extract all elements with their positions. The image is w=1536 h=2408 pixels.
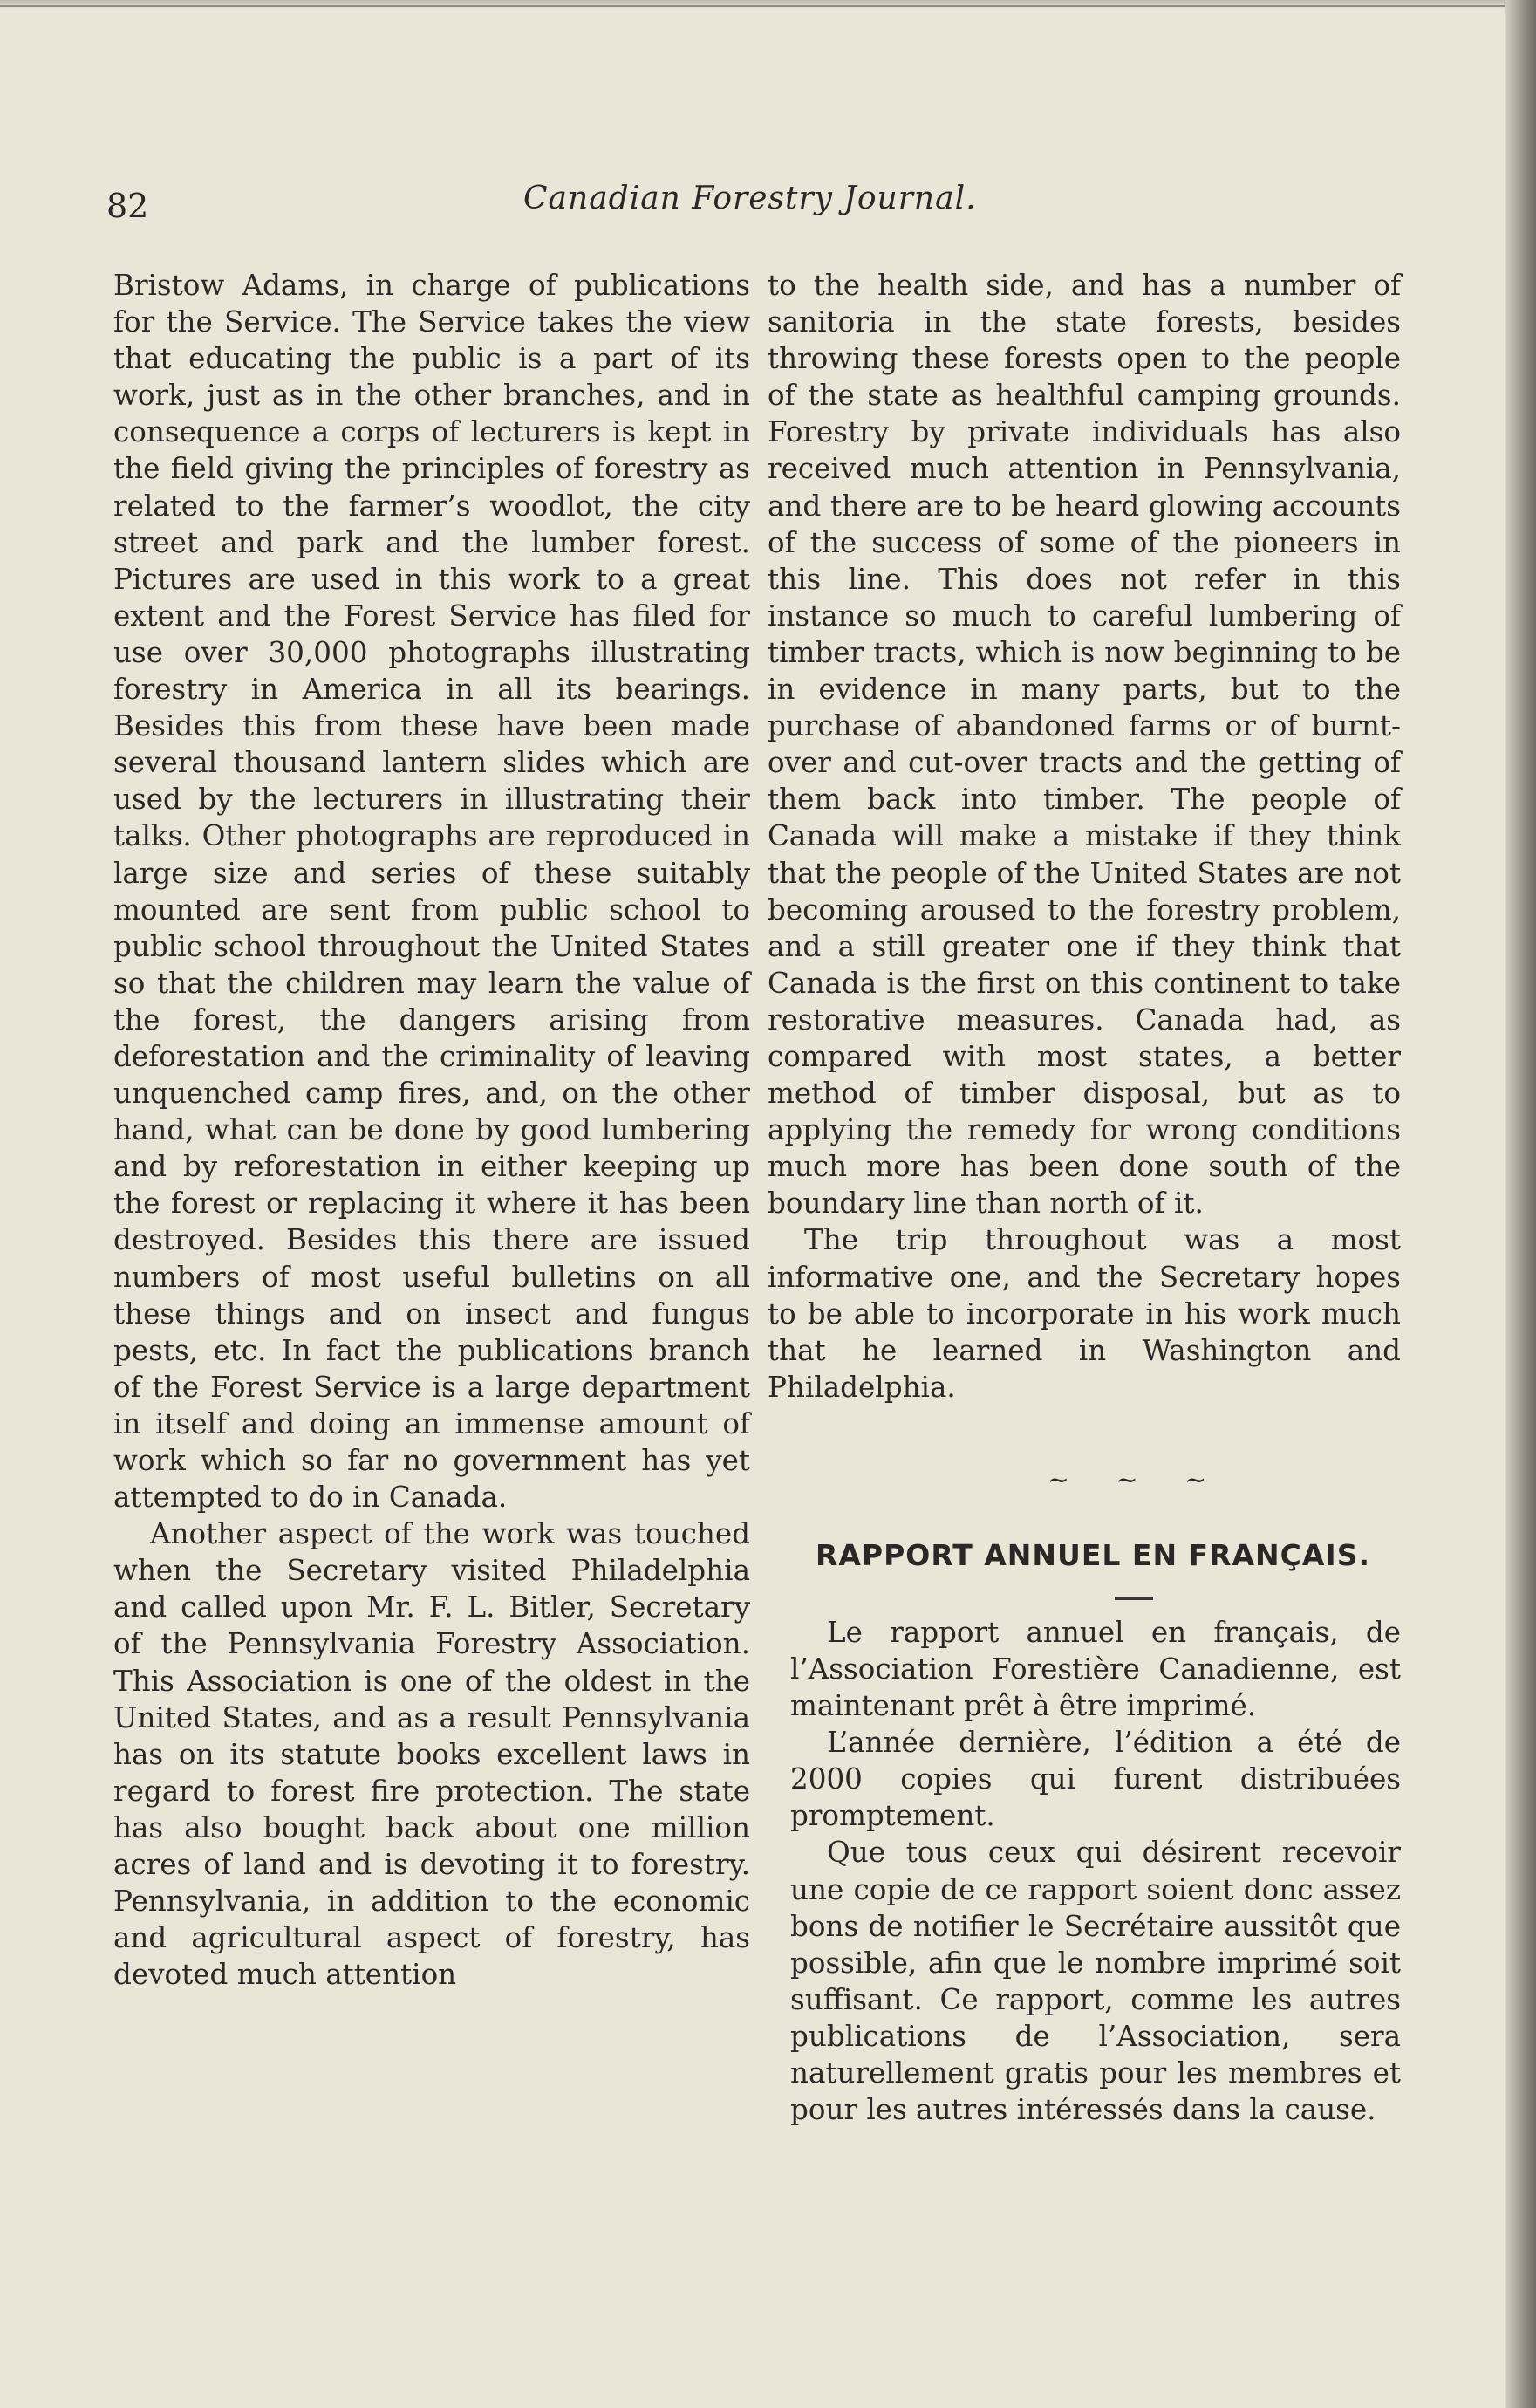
heading-rule xyxy=(1115,1597,1153,1600)
article-paragraph: Another aspect of the work was touched when the Secretary visited Philadelphia and called upon Mr. F. L. Bitler, Secretary of the Pennsylvania Forestry Association. This Association is one of the oldest in the United States, and as a result Pennsylvania has on its statute books excellent laws in regard to forest fire protection. The state has also bought back about one million acres of land and is devoting it to forestry. Pennsylvania, in addition to the economic and agricultural aspect of forestry, has devoted much attention xyxy=(113,1517,750,1992)
article-paragraph: Bristow Adams, in charge of publications for the Service. The Service takes the view that educating the public is a part of its work, just as in the other branches, and in consequence a corps of lecturers is kept in the field giving the principles of forestry as related to the farmer’s woodlot, the city street and park and the lumber forest. Pictures are used in this work to a great extent and the Forest Service has filed for use over 30,000 photographs illustrating forestry in America in all its bearings. Besides this from these have been made several thousand lantern slides which are used by the lecturers in illustrating their talks. Other photographs are reproduced in large size and series of these suitably mounted are sent from public school to public school throughout the United States so that the children may learn the value of the forest, the dangers arising from deforestation and the criminality of leaving unquenched camp fires, and, on the other hand, what can be done by good lumbering and by reforestation in either keeping up the forest or replacing it where it has been destroyed. Besides this there are issued numbers of most useful bulletins on all these things and on insect and fungus pests, etc. In fact the publications branch of the Forest Service is a large department in itself and doing an immense amount of work which so far no government has yet attempted to do in Canada. xyxy=(113,269,750,1515)
page-top-edge xyxy=(0,0,1536,9)
page-number: 82 xyxy=(106,187,149,225)
french-paragraph: L’année dernière, l’édition a été de 2000 copies qui furent distribuées promptement. xyxy=(790,1726,1401,1833)
section-divider-ornament: ~ ~ ~ xyxy=(1047,1464,1226,1495)
section-heading: RAPPORT ANNUEL EN FRANÇAIS. xyxy=(815,1537,1371,1572)
article-paragraph: The trip throughout was a most informative one, and the Secretary hopes to be able to incorporate in his work much that he learned in Washington and Philadelphia. xyxy=(768,1223,1401,1404)
left-column xyxy=(113,267,750,1993)
right-column xyxy=(768,267,1401,2128)
journal-running-title: Canadian Forestry Journal. xyxy=(523,181,977,216)
book-binding-shadow xyxy=(1505,0,1536,2408)
french-notice xyxy=(768,1614,1401,2128)
french-paragraph: Le rapport annuel en français, de l’Association Forestière Canadienne, est maintenant prêt à être imprimé. xyxy=(790,1615,1401,1723)
french-paragraph: Que tous ceux qui désirent recevoir une copie de ce rapport soient donc assez bons de notifier le Secrétaire aussitôt que possible, afin que le nombre imprimé soit suffisant. Ce rapport, comme les autres publications de l’Association, sera naturellement gratis pour les membres et pour les autres intéressés dans la cause. xyxy=(790,1836,1401,2127)
article-paragraph: to the health side, and has a number of sanitoria in the state forests, besides throwing these forests open to the people of the state as healthful camping grounds. Forestry by private individuals has also received much attention in Pennsylvania, and there are to be heard glowing accounts of the success of some of the pioneers in this line. This does not refer in this instance so much to careful lumbering of timber tracts, which is now beginning to be in evidence in many parts, but to the purchase of abandoned farms or of burnt-over and cut-over tracts and the getting of them back into timber. The people of Canada will make a mistake if they think that the people of the United States are not becoming aroused to the forestry problem, and a still greater one if they think that Canada is the first on this continent to take restorative measures. Canada had, as compared with most states, a better method of timber disposal, but as to applying the remedy for wrong conditions much more has been done south of the boundary line than north of it. xyxy=(768,269,1401,1221)
